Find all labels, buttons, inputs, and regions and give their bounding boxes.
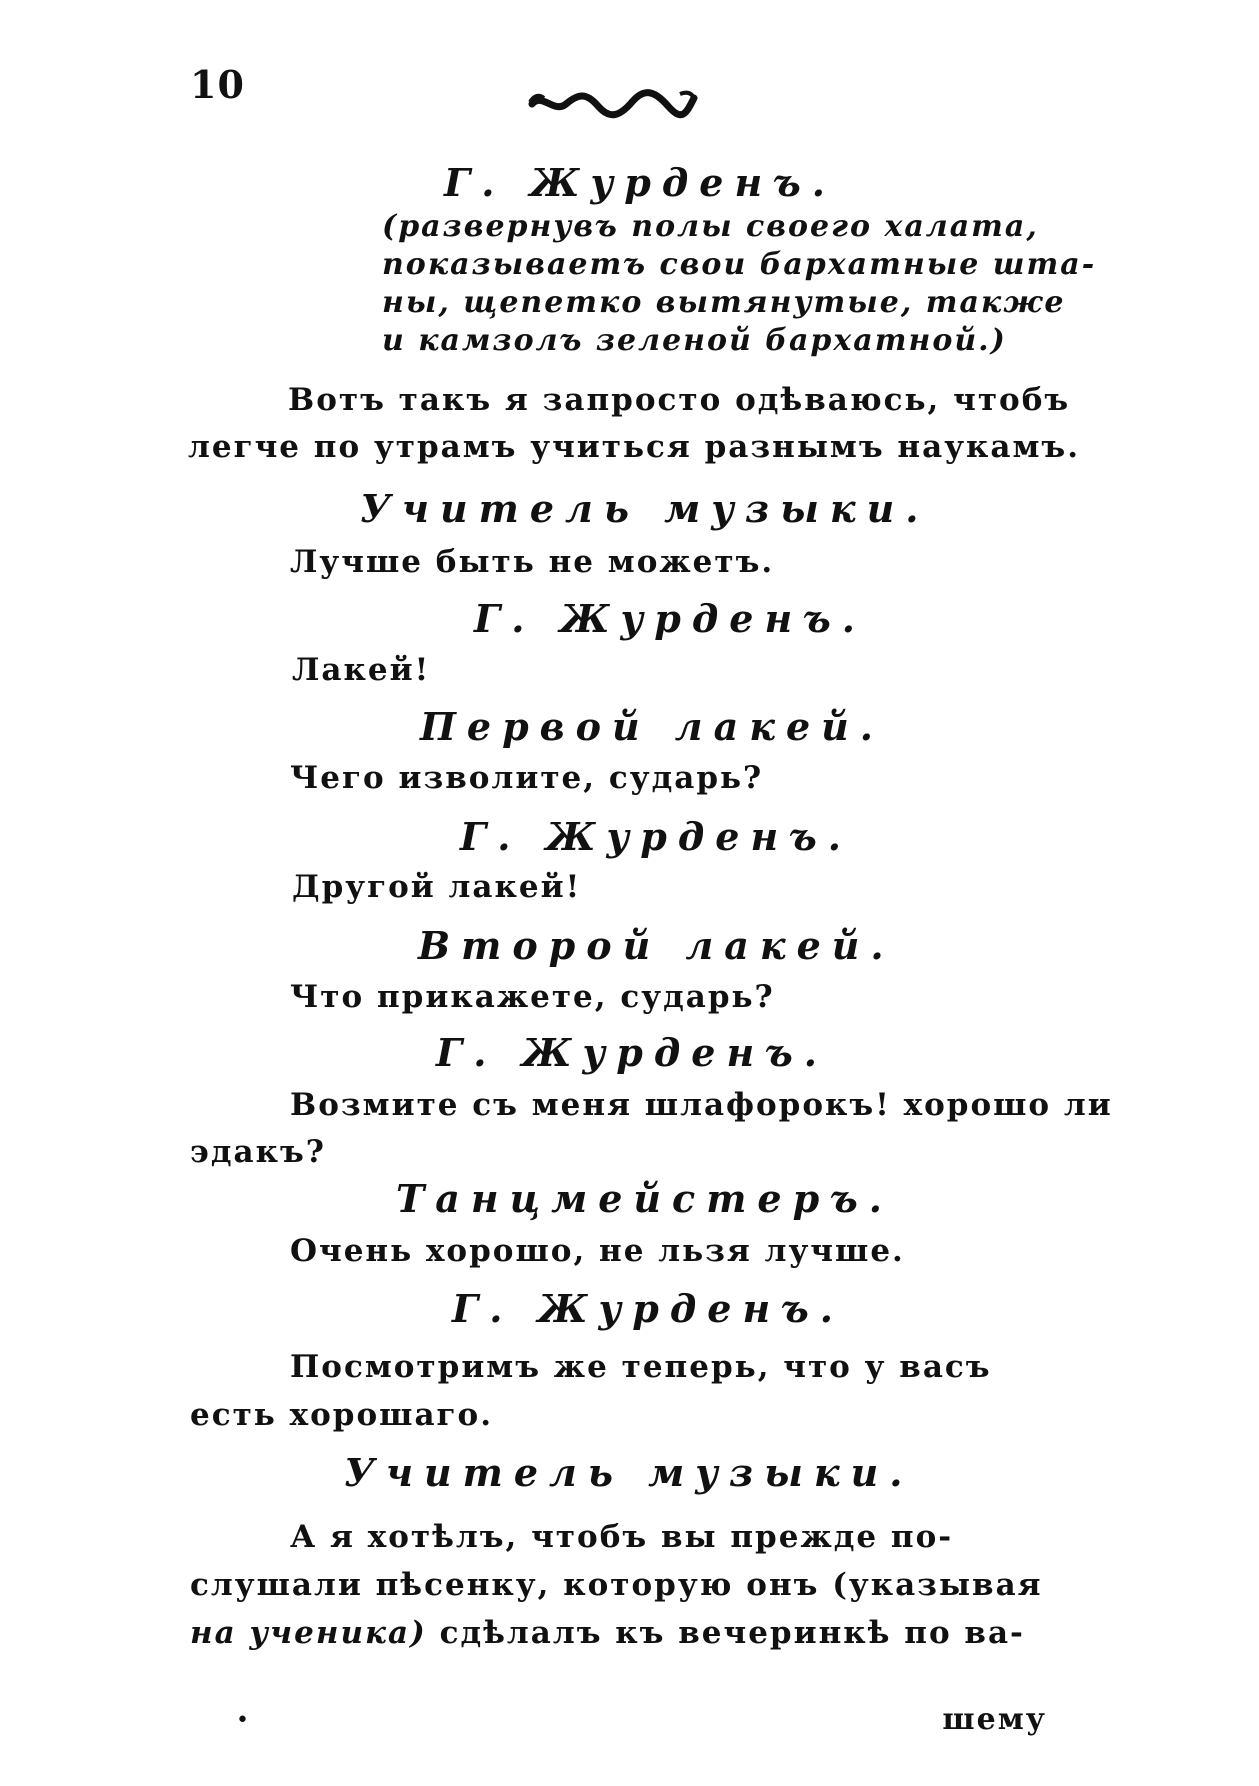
stage-direction: и камзолъ зеленой бархатной.): [382, 323, 1007, 358]
dialogue-line: Что прикажете, сударь?: [290, 979, 775, 1015]
dialogue-line: слушали пѣсенку, которую онъ (указывая: [190, 1567, 1043, 1603]
dialogue-line: Очень хорошо, не льзя лучше.: [290, 1233, 905, 1269]
speaker-heading: Г. Журденъ.: [436, 1030, 829, 1075]
dialogue-line: [190, 1615, 1025, 1651]
speaker-heading: Танцмейстеръ.: [396, 1176, 894, 1221]
catchword: шему: [942, 1702, 1047, 1737]
stage-direction: ны, щепетко вытянутые, также: [382, 285, 1066, 320]
dialogue-line: легче по утрамъ учиться разнымъ наукамъ.: [188, 429, 1081, 465]
dialogue-line: Чего изволите, сударь?: [290, 760, 764, 796]
speaker-heading: Г. Журденъ.: [474, 596, 867, 641]
ornament-icon: [528, 84, 698, 122]
inline-stage-direction: на ученика): [190, 1615, 427, 1651]
dialogue-line: Вотъ такъ я запросто одѣваюсь, чтобъ: [288, 382, 1071, 418]
speaker-heading: Г. Журденъ.: [460, 814, 853, 859]
speaker-heading: Учитель музыки.: [360, 486, 930, 531]
dialogue-text: сдѣлалъ къ вечеринкѣ по ва-: [426, 1615, 1025, 1651]
dialogue-line: Посмотримъ же теперь, что у васъ: [290, 1349, 992, 1385]
speaker-heading: Учитель музыки.: [344, 1450, 914, 1495]
stage-direction: (развернувъ полы своего халата,: [382, 209, 1039, 244]
speaker-heading: Второй лакей.: [418, 923, 895, 968]
dialogue-line: Возмите съ меня шлафорокъ! хорошо ли: [290, 1087, 1113, 1123]
dialogue-line: А я хотѣлъ, чтобъ вы прежде по-: [290, 1519, 954, 1555]
printer-mark-icon: •: [236, 1708, 249, 1733]
dialogue-line: Лакей!: [292, 652, 431, 688]
page-number: 10: [190, 62, 245, 107]
speaker-heading: Г. Журденъ.: [452, 1286, 845, 1331]
dialogue-line: Другой лакей!: [292, 869, 582, 905]
speaker-heading: Первой лакей.: [420, 704, 884, 749]
dialogue-line: эдакъ?: [190, 1134, 326, 1170]
stage-direction: показываетъ свои бархатные шта-: [382, 247, 1097, 282]
dialogue-line: есть хорошаго.: [190, 1397, 494, 1433]
dialogue-line: Лучше быть не можетъ.: [290, 544, 775, 580]
speaker-heading: Г. Журденъ.: [444, 160, 837, 205]
